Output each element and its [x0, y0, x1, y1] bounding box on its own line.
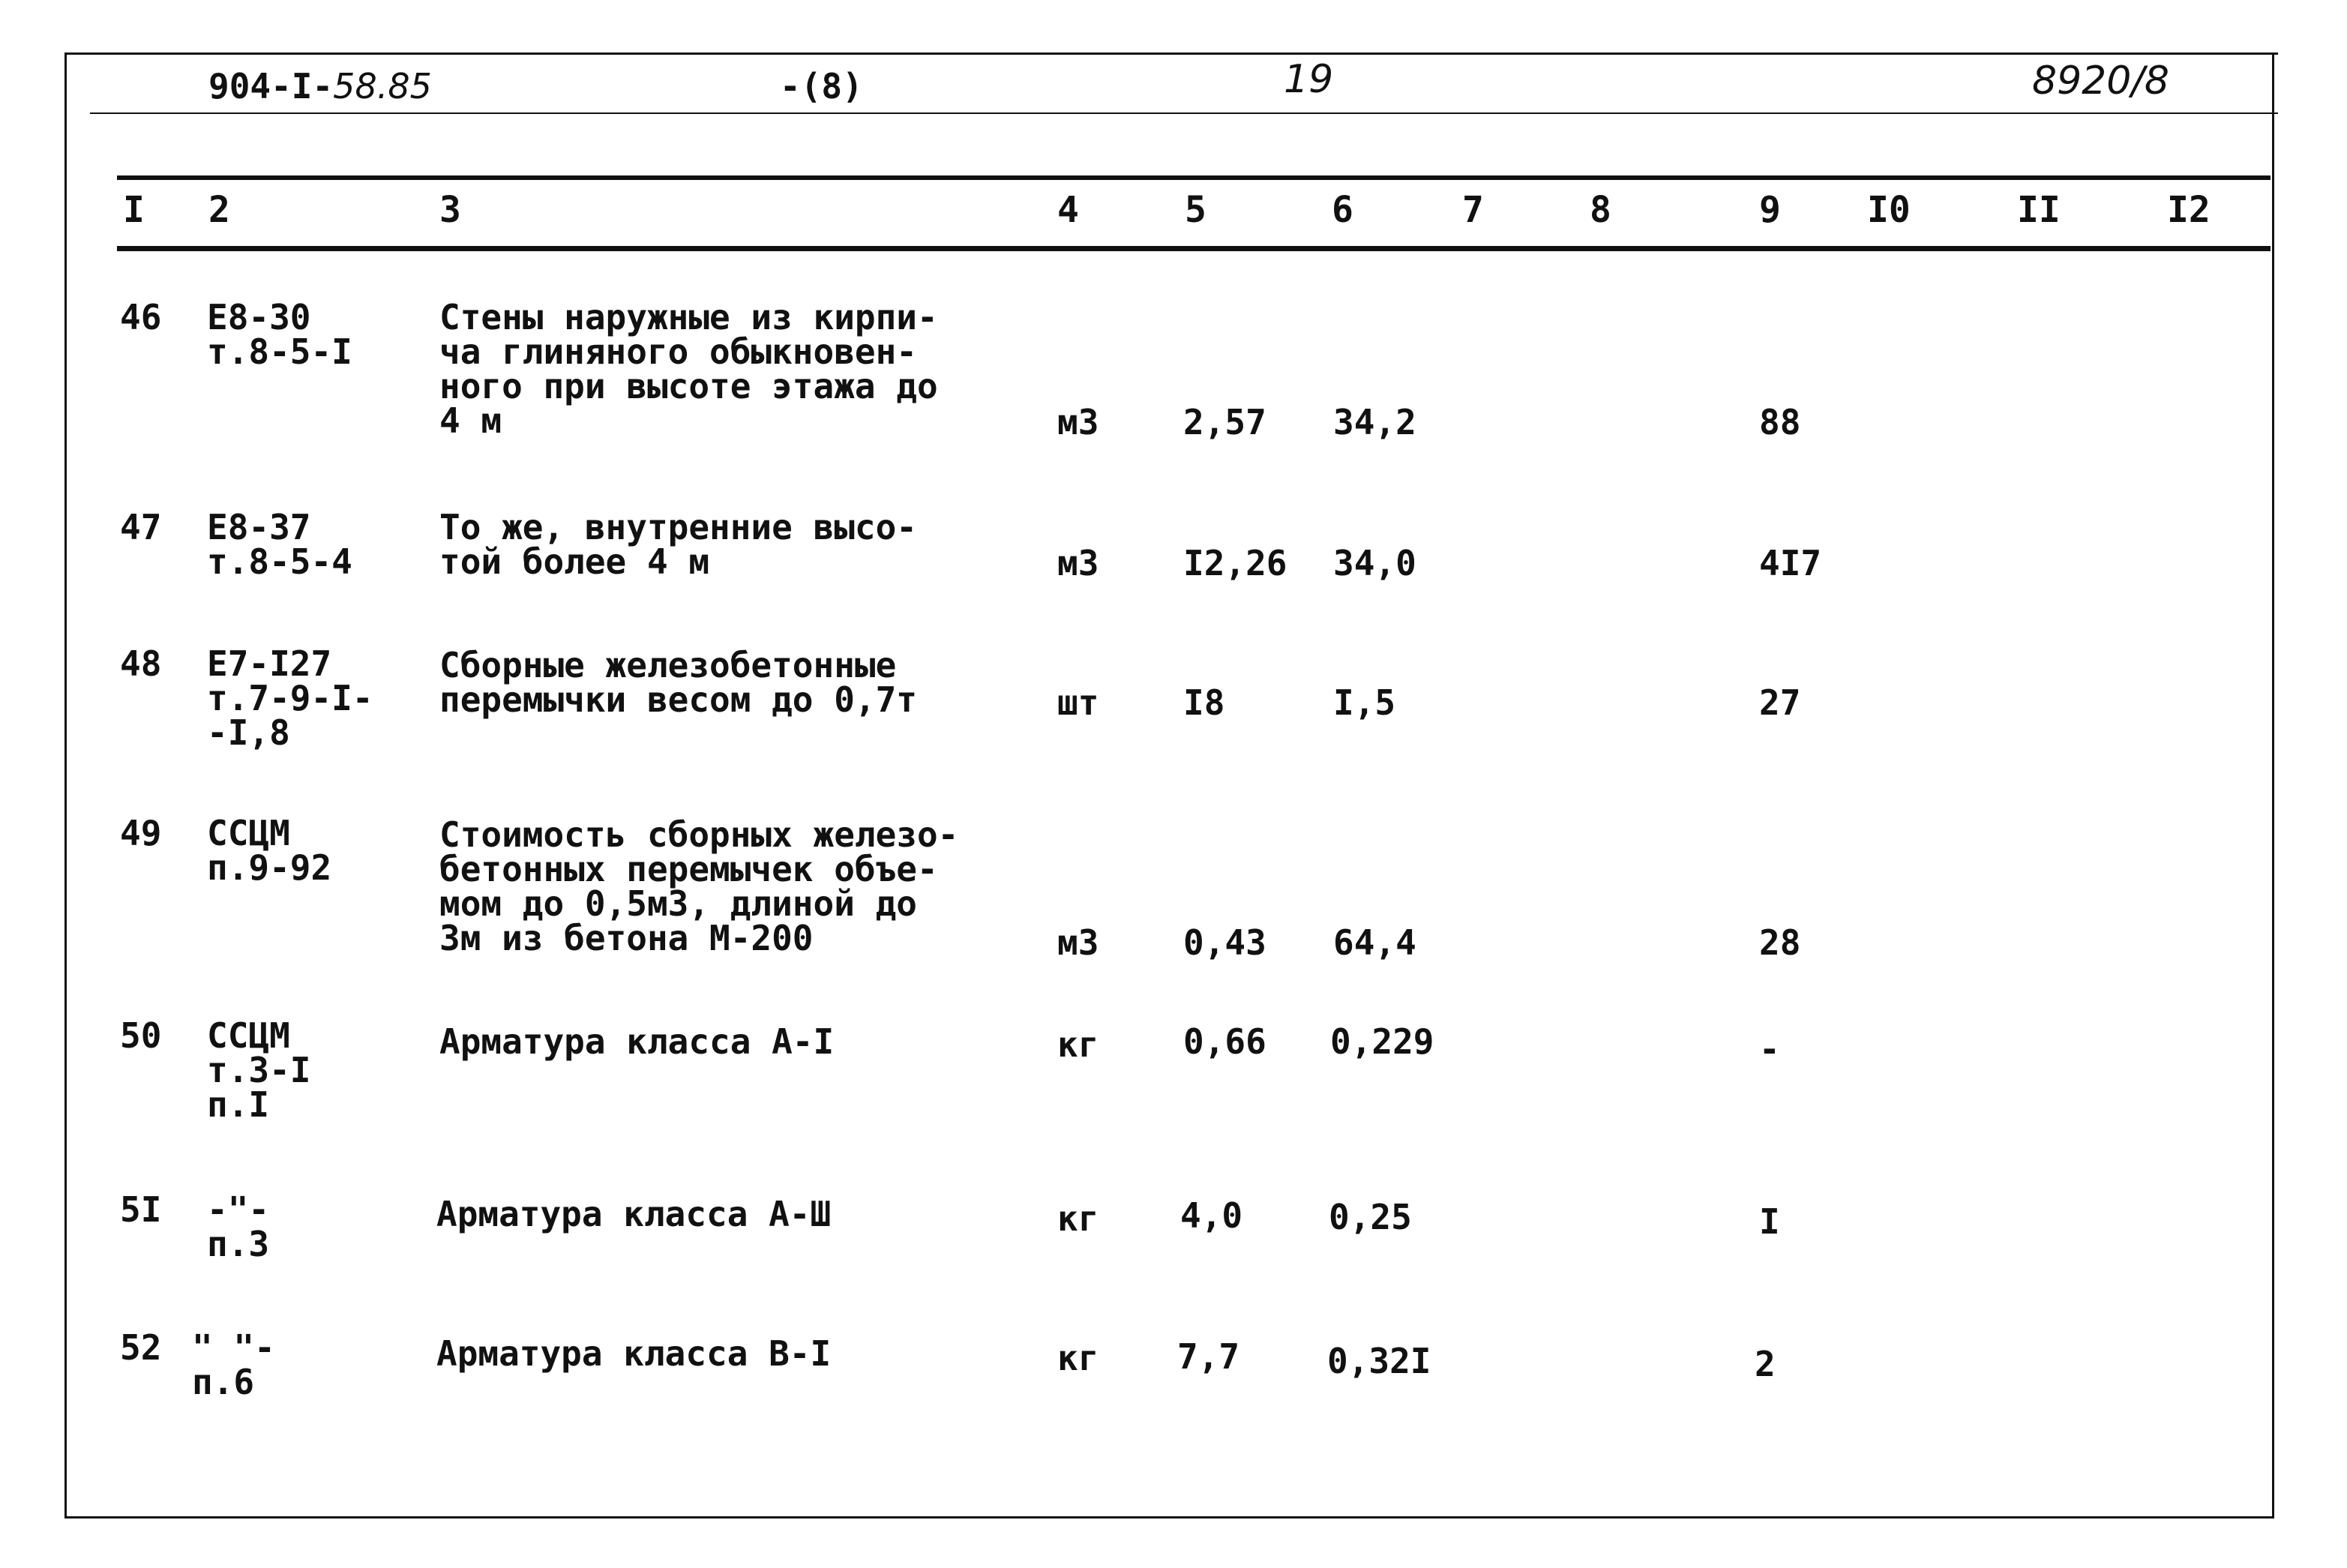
row-code: ССЦМ т.3-I п.I: [207, 1015, 311, 1125]
row-unit: м3: [1057, 402, 1099, 442]
row-description: То же, внутренние высо- той более 4 м: [439, 507, 917, 582]
column-header-1: I: [123, 189, 145, 231]
frame-right-line: [2272, 52, 2274, 1519]
document-code-prefix: 904-I-: [208, 66, 334, 106]
row-unit: кг: [1057, 1338, 1099, 1378]
column-header-4: 4: [1057, 189, 1079, 231]
column-header-2: 2: [208, 189, 230, 231]
row-code: " "- п.6: [192, 1327, 275, 1402]
row-col9: 27: [1759, 682, 1801, 723]
row-col9: 28: [1759, 922, 1801, 963]
row-number: 47: [120, 507, 162, 547]
table-top-rule: [117, 175, 2271, 180]
row-col9: 4I7: [1759, 543, 1822, 583]
row-code: Е8-37 т.8-5-4: [207, 507, 352, 582]
row-description: Арматура класса В-I: [436, 1333, 832, 1374]
row-quantity: I8: [1183, 682, 1225, 723]
column-header-5: 5: [1185, 189, 1206, 231]
table-header-rule: [117, 246, 2271, 251]
row-quantity: I2,26: [1183, 543, 1287, 583]
row-col9: 88: [1759, 402, 1801, 442]
page-number: 19: [1284, 57, 1334, 102]
row-col6: 0,32I: [1327, 1341, 1431, 1381]
row-description: Арматура класса А-I: [439, 1021, 835, 1062]
frame-top-line: [66, 52, 2278, 55]
row-code: Е7-I27 т.7-9-I- -I,8: [207, 643, 373, 753]
row-quantity: 4,0: [1180, 1195, 1243, 1236]
row-quantity: 2,57: [1183, 402, 1266, 442]
row-number: 46: [120, 297, 162, 337]
header-underline: [90, 112, 2278, 114]
row-quantity: 0,66: [1183, 1021, 1266, 1062]
row-quantity: 7,7: [1177, 1336, 1240, 1377]
row-unit: кг: [1057, 1198, 1099, 1239]
row-unit: шт: [1057, 682, 1099, 723]
column-header-12: I2: [2167, 189, 2211, 231]
row-number: 50: [120, 1015, 162, 1056]
document-code: [208, 66, 432, 106]
row-col6: 0,25: [1329, 1197, 1412, 1237]
row-col6: 64,4: [1333, 922, 1416, 963]
row-unit: м3: [1057, 543, 1099, 583]
row-description: Сборные железобетонные перемычки весом до 0,7т: [439, 645, 917, 720]
row-description: Арматура класса А-Ш: [436, 1194, 832, 1234]
row-col9: -: [1759, 1029, 1780, 1069]
archive-number: 8920/8: [2032, 58, 2169, 103]
row-col6: I,5: [1333, 682, 1396, 723]
column-header-3: 3: [439, 189, 461, 231]
row-unit: кг: [1057, 1024, 1099, 1065]
row-number: 52: [120, 1327, 162, 1368]
column-header-6: 6: [1332, 189, 1353, 231]
column-header-10: I0: [1867, 189, 1911, 231]
row-code: Е8-30 т.8-5-I: [207, 297, 352, 372]
row-description: Стены наружные из кирпи- ча глиняного обыкновен- ного при высоте этажа до 4 м: [439, 297, 938, 441]
row-col9: I: [1759, 1201, 1780, 1242]
frame-bottom-line: [64, 1516, 2274, 1519]
column-header-8: 8: [1590, 189, 1611, 231]
row-unit: м3: [1057, 922, 1099, 963]
row-description: Стоимость сборных железо- бетонных перемычек объе- мом до 0,5м3, длиной до 3м из бетона М-200: [439, 814, 959, 958]
column-header-7: 7: [1462, 189, 1484, 231]
row-number: 49: [120, 813, 162, 853]
row-number: 48: [120, 643, 162, 684]
row-col6: 34,0: [1333, 543, 1416, 583]
row-number: 5I: [120, 1189, 162, 1230]
sheet-marker: -(8): [780, 66, 863, 106]
frame-left-line: [64, 52, 67, 1519]
column-header-9: 9: [1759, 189, 1781, 231]
column-header-11: II: [2017, 189, 2061, 231]
row-col6: 34,2: [1333, 402, 1416, 442]
row-code: ССЦМ п.9-92: [207, 813, 332, 888]
row-col6: 0,229: [1330, 1021, 1434, 1062]
row-quantity: 0,43: [1183, 922, 1266, 963]
row-code: -"- п.3: [207, 1189, 270, 1264]
row-col9: 2: [1755, 1344, 1776, 1384]
document-code-suffix: 58.85: [333, 66, 432, 106]
